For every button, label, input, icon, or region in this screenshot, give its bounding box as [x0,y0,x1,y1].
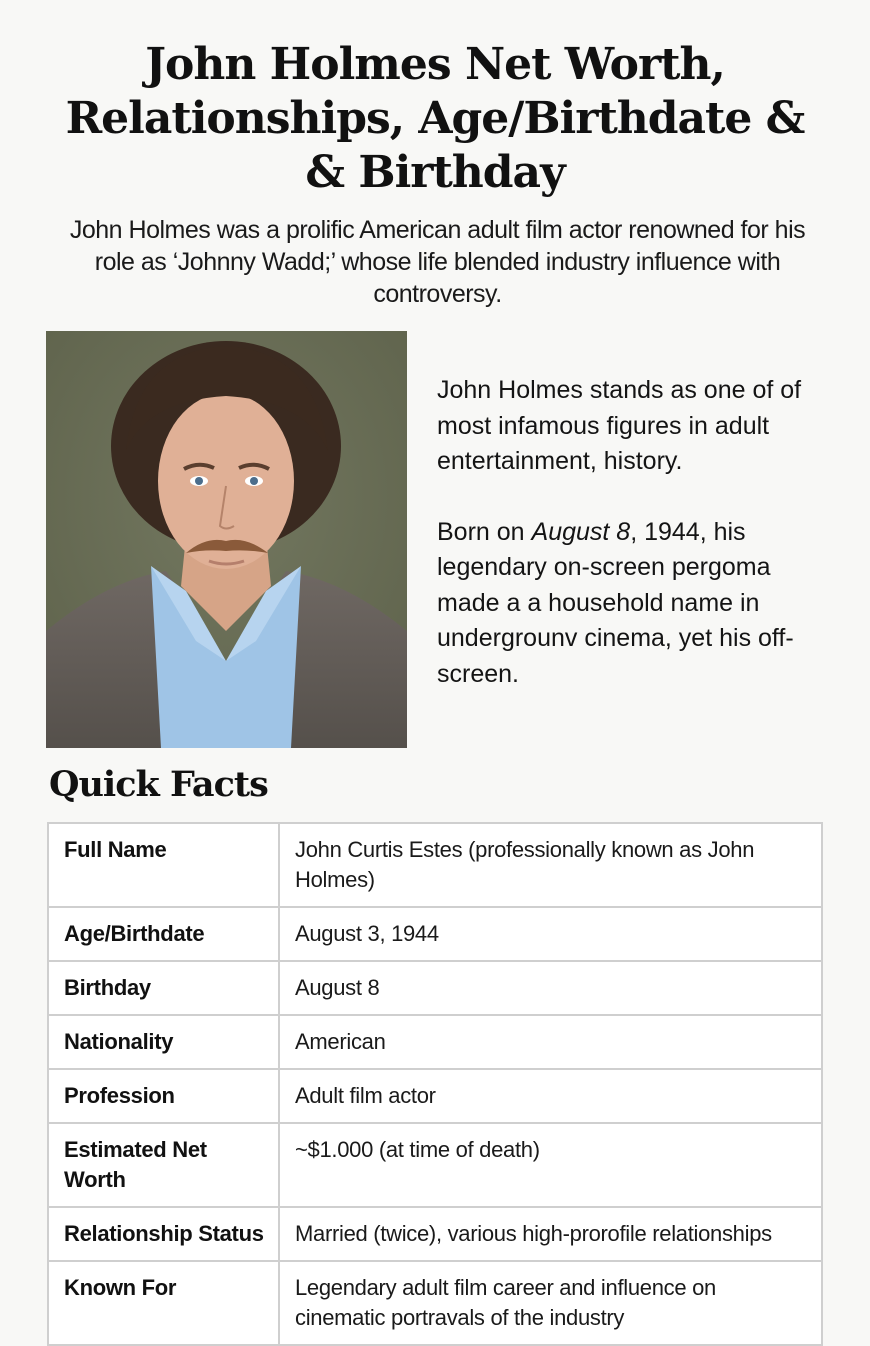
bio-paragraph-2 [437,515,837,693]
fact-value: ~$1.000 (at time of death) [279,1123,822,1207]
fact-label: Birthday [48,961,279,1015]
table-row [48,823,822,907]
table-row [48,1015,822,1069]
fact-label: Estimated Net Worth [48,1123,279,1207]
quick-facts-table [47,822,823,1346]
portrait-illustration [46,331,407,748]
fact-value: John Curtis Estes (professionally known as John Holmes) [279,823,822,907]
bio-text [437,373,837,692]
fact-value: Married (twice), various high-prorofile relationships [279,1207,822,1261]
table-row [48,1261,822,1345]
page-title: John Holmes Net Worth, Relationships, Age/Birthdate & & Birthday [65,39,805,198]
bio-paragraph-2-suffix: , 1944, his legendary on-screen pergoma made a a household name in undergrounv cinema, yet his off-screen. [437,517,794,688]
fact-label: Profession [48,1069,279,1123]
fact-label: Age/Birthdate [48,907,279,961]
fact-label: Full Name [48,823,279,907]
fact-value: Legendary adult film career and influence on cinematic portravals of the industry [279,1261,822,1345]
bio-paragraph-1: John Holmes stands as one of of most infamous figures in adult entertainment, history. [437,376,802,475]
fact-label: Known For [48,1261,279,1345]
table-row [48,961,822,1015]
article-subtitle: John Holmes was a prolific American adult film actor renowned for his role as ‘Johnny Wadd;’ whose life blended industry influence with controversy. [69,216,806,308]
table-row [48,1123,822,1207]
bio-paragraph-2-prefix: Born on [437,517,532,546]
quick-facts-heading: Quick Facts [49,764,268,805]
portrait-photo [46,331,407,748]
fact-value: August 3, 1944 [279,907,822,961]
table-row [48,1069,822,1123]
fact-value: Adult film actor [279,1069,822,1123]
birthdate-italic: August 8 [531,517,631,546]
table-row [48,907,822,961]
fact-value: American [279,1015,822,1069]
fact-label: Nationality [48,1015,279,1069]
fact-label: Relationship Status [48,1207,279,1261]
fact-value: August 8 [279,961,822,1015]
table-row [48,1207,822,1261]
